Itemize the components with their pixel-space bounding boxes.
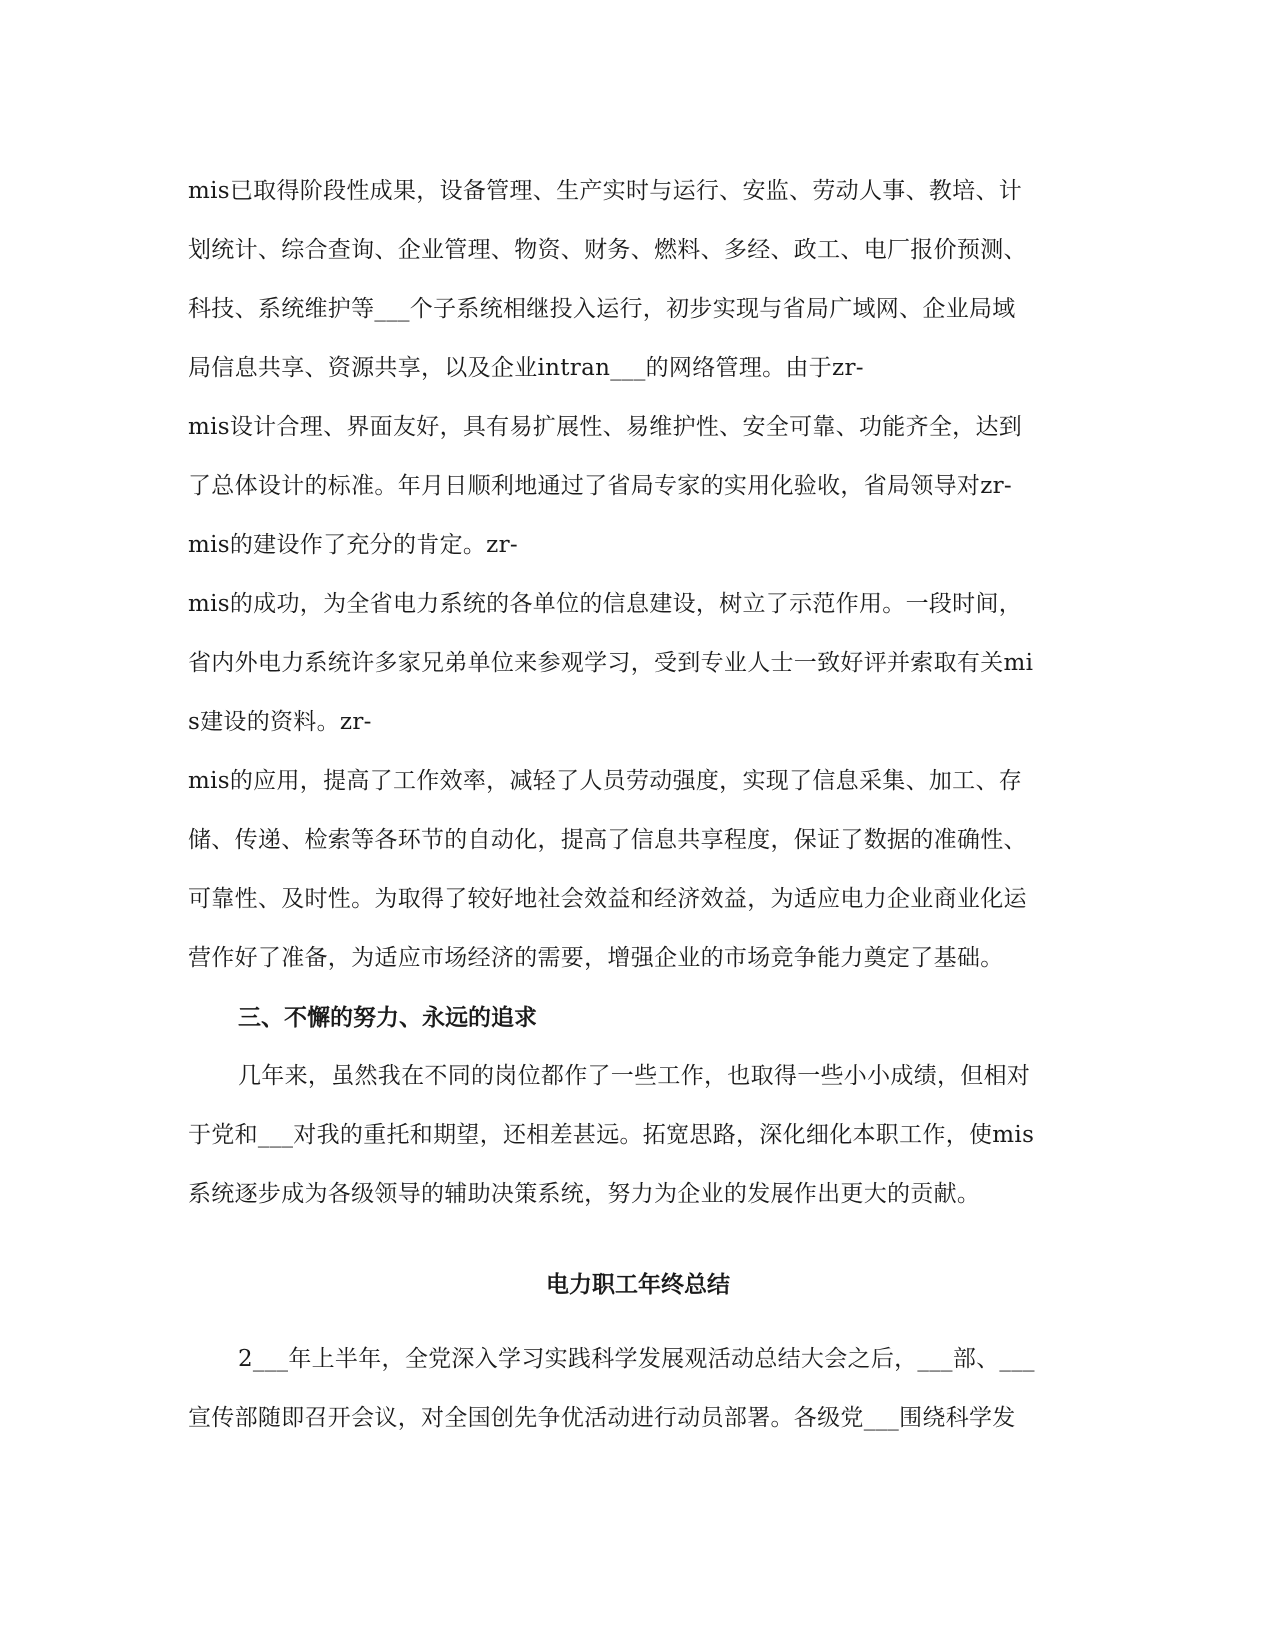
paragraph-line: 局信息共享、资源共享，以及企业intran___的网络管理。由于zr- xyxy=(188,355,864,381)
paragraph-line: 了总体设计的标准。年月日顺利地通过了省局专家的实用化验收，省局领导对zr- xyxy=(188,473,1012,499)
document-body xyxy=(188,162,1088,1448)
paragraph-line: 于党和___对我的重托和期望，还相差甚远。拓宽思路，深化细化本职工作，使mis xyxy=(188,1122,1035,1148)
paragraph-line: 划统计、综合查询、企业管理、物资、财务、燃料、多经、政工、电厂报价预测、 xyxy=(188,237,1027,263)
paragraph-line: mis已取得阶段性成果，设备管理、生产实时与运行、安监、劳动人事、教培、计 xyxy=(188,178,1023,204)
paragraph-line: 储、传递、检索等各环节的自动化，提高了信息共享程度，保证了数据的准确性、 xyxy=(188,827,1027,853)
document-title: 电力职工年终总结 xyxy=(546,1271,730,1298)
paragraph-line: 科技、系统维护等___个子系统相继投入运行，初步实现与省局广域网、企业局域 xyxy=(188,296,1016,322)
paragraph-line: 几年来，虽然我在不同的岗位都作了一些工作，也取得一些小小成绩，但相对 xyxy=(238,1063,1031,1089)
paragraph-line: mis设计合理、界面友好，具有易扩展性、易维护性、安全可靠、功能齐全，达到 xyxy=(188,414,1023,440)
paragraph-line: mis的成功，为全省电力系统的各单位的信息建设，树立了示范作用。一段时间， xyxy=(188,591,1023,617)
section-heading: 三、不懈的努力、永远的追求 xyxy=(238,1004,537,1031)
paragraph-line: s建设的资料。zr- xyxy=(188,709,372,735)
section-pursuit xyxy=(188,1047,1088,1224)
paragraph-line: 营作好了准备，为适应市场经济的需要，增强企业的市场竞争能力奠定了基础。 xyxy=(188,945,1004,971)
paragraph-line: 省内外电力系统许多家兄弟单位来参观学习，受到专业人士一致好评并索取有关mi xyxy=(188,650,1034,676)
paragraph-line: 2___年上半年，全党深入学习实践科学发展观活动总结大会之后，___部、___ xyxy=(238,1346,1035,1372)
paragraph-line: mis的建设作了充分的肯定。zr- xyxy=(188,532,518,558)
paragraph-line: 可靠性、及时性。为取得了较好地社会效益和经济效益，为适应电力企业商业化运 xyxy=(188,886,1027,912)
paragraph-line: 系统逐步成为各级领导的辅助决策系统，努力为企业的发展作出更大的贡献。 xyxy=(188,1181,981,1207)
section-mis-achievements xyxy=(188,162,1088,988)
paragraph-line: 宣传部随即召开会议，对全国创先争优活动进行动员部署。各级党___围绕科学发 xyxy=(188,1405,1016,1431)
paragraph-line: mis的应用，提高了工作效率，减轻了人员劳动强度，实现了信息采集、加工、存 xyxy=(188,768,1023,794)
section-year-end-summary xyxy=(188,1330,1088,1448)
